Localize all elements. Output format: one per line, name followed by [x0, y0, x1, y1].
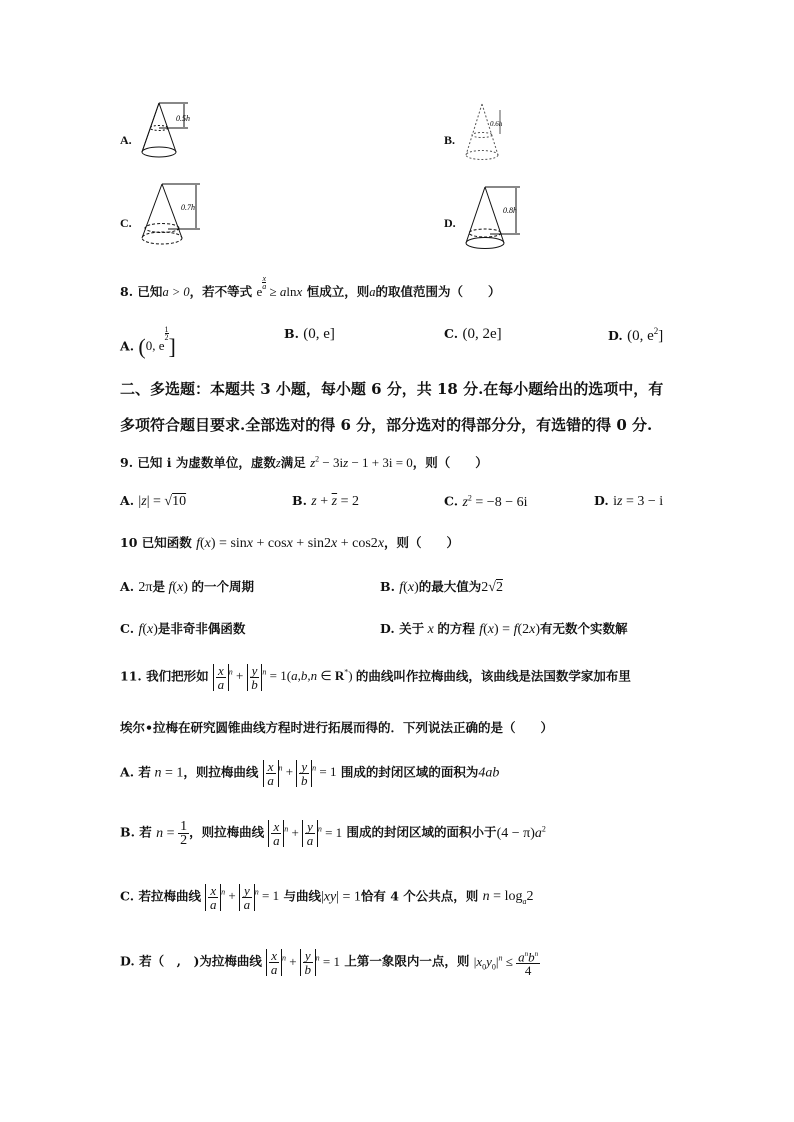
q11-stem-line2: 埃尔•拉梅在研究圆锥曲线方程时进行拓展而得的．下列说法正确的是（ ）	[120, 720, 553, 735]
q9-stem: 9. 已知 i 为虚数单位，虚数z满足 $z^2 - 3iz - 1 + 3i = 0$，则（ ）	[120, 454, 488, 470]
q8-inequality: e $^{\frac{x}{a}}$ ≥ alnx	[256, 274, 303, 299]
cone-figure-d	[460, 183, 540, 258]
q8-condition: a > 0	[162, 285, 190, 299]
cone-height-label-d: 0.8h	[503, 206, 517, 215]
q11-option-d[interactable]: D. 若（ , )为拉梅曲线 $\frac{x}{a}$ $^n$ + $\frac{y}{b}$ $^n$ = 1 上第一象限内一点，则 $|x_0y_0|^n$ ≤ $\frac{a^nb^n}{4}$	[120, 948, 539, 979]
q10-option-a[interactable]: A. 2π是 f(x) 的一个周期	[120, 579, 254, 595]
q9-option-c[interactable]: C. $z^2 = -8 - 6i$	[444, 493, 528, 510]
q8-option-b[interactable]: B. (0, e]	[284, 326, 335, 342]
q8-stem: 8. 已知a > 0，若不等式 e $^{\frac{x}{a}}$ ≥ alnx 恒成立，则a的取值范围为（ ）	[120, 274, 501, 299]
q9-option-b[interactable]: B. $z + \overline{z} = 2$	[292, 493, 359, 509]
q7-option-c-label[interactable]: C.	[120, 216, 132, 230]
q10-option-c[interactable]: C. f(x)是非奇非偶函数	[120, 621, 246, 637]
q10-option-b[interactable]: B. f(x)的最大值为2√2	[380, 579, 503, 595]
q7-option-b-label[interactable]: B.	[444, 133, 456, 147]
q9-option-a[interactable]: A. |z| = √10	[120, 493, 187, 509]
q7-option-a-label[interactable]: A.	[120, 133, 132, 147]
cone-height-label-a: 0.5h	[176, 114, 190, 123]
q11-option-a[interactable]: A. 若 n = 1，则拉梅曲线 $\frac{x}{a}$ $^n$ + $\frac{y}{b}$ $^n$ = 1 围成的封闭区域的面积为4ab	[120, 759, 500, 788]
q8-number: 8.	[120, 284, 134, 299]
section-heading-line2: 多项符合题目要求.全部选对的得 6 分，部分选对的得部分分，有选错的得 0 分.	[120, 416, 653, 434]
q10-stem: 10 已知函数 f(x) = sinx + cosx + sin2x + cos2x，则（ ）	[120, 535, 460, 551]
q10-option-d[interactable]: D. 关于 x 的方程 f(x) = f(2x)有无数个实数解	[380, 621, 628, 637]
q8-option-a[interactable]: A. (0, e $^{\frac{1}{2}}$ ]	[120, 325, 176, 359]
q11-option-b[interactable]: B. 若 n = $\frac{1}{2}$ ，则拉梅曲线 $\frac{x}{a}$ $^n$ + $\frac{y}{a}$ $^n$ = 1 围成的封闭区域的面积小于$(4 - \pi)a^2$	[120, 819, 546, 849]
lame-equation: $\frac{x}{a}$ $^n$ + $\frac{y}{b}$ $^n$ = 1(a,b,n ∈ R*)	[213, 668, 356, 683]
cone-figure-a	[138, 100, 208, 170]
q11-stem-line1: 11. 我们把形如 $\frac{x}{a}$ $^n$ + $\frac{y}{b}$ $^n$ = 1(a,b,n ∈ R*) 的曲线叫作拉梅曲线，该曲线是法国数学家加布里	[120, 663, 631, 692]
q8-option-d[interactable]: D. (0, $e^2$]	[608, 326, 664, 344]
q7-option-d-label[interactable]: D.	[444, 216, 456, 230]
section-heading-line1: 二、多选题：本题共 3 小题，每小题 6 分，共 18 分.在每小题给出的选项中，有	[120, 380, 664, 398]
q11-option-c[interactable]: C. 若拉梅曲线 $\frac{x}{a}$ $^n$ + $\frac{y}{a}$ $^n$ = 1 与曲线|xy| = 1恰有 4 个公共点，则 $n = \log_a2$	[120, 883, 534, 912]
cone-height-label-c: 0.7h	[181, 203, 195, 212]
cone-figure-b	[460, 100, 530, 170]
q8-option-c[interactable]: C. (0, 2e]	[444, 326, 502, 342]
cone-height-label-b: 0.6h	[490, 120, 503, 128]
q9-option-d[interactable]: D. iz = 3 − i	[594, 493, 664, 509]
cone-figure-c	[138, 180, 218, 255]
